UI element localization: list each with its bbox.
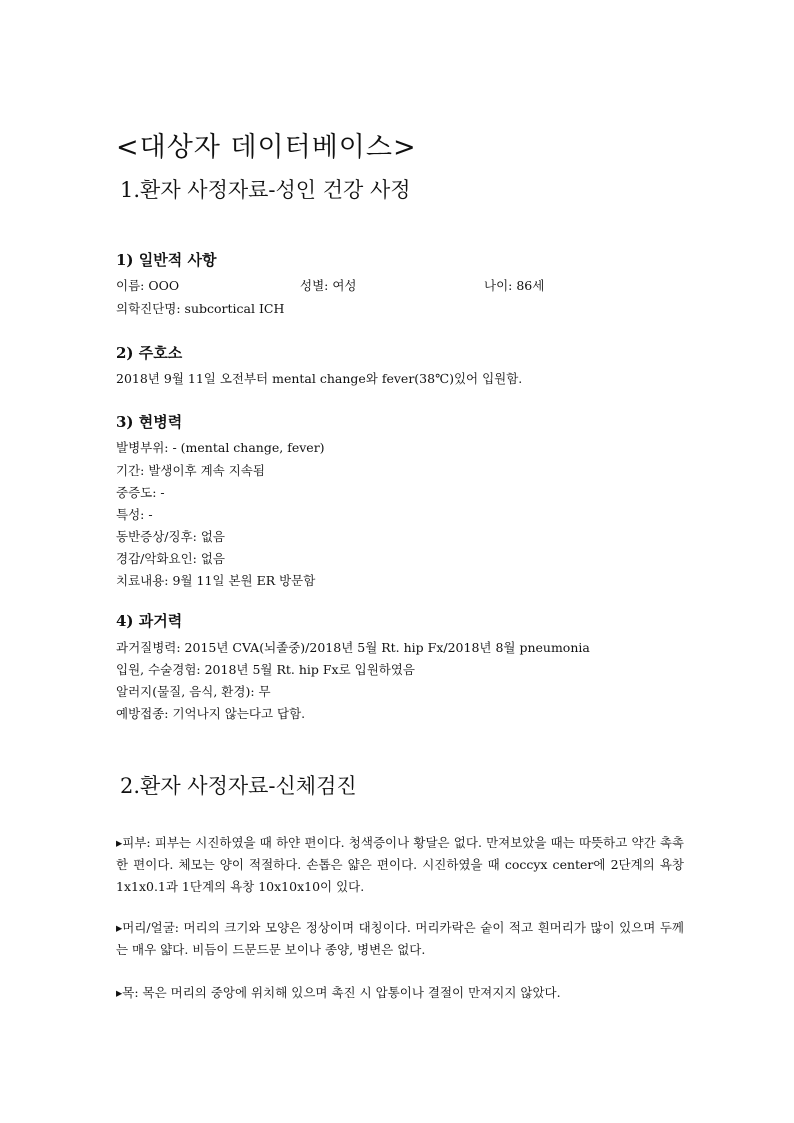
present-illness-line: 동반증상/징후: 없음 bbox=[116, 529, 225, 544]
section2-title: 2.환자 사정자료-신체검진 bbox=[120, 774, 357, 798]
past-history-line: 입원, 수술경험: 2018년 5월 Rt. hip Fx로 입원하였음 bbox=[116, 662, 415, 677]
chief-complaint-heading: 2) 주호소 bbox=[116, 344, 183, 362]
patient-name: 이름: OOO bbox=[116, 278, 180, 293]
present-illness-heading: 3) 현병력 bbox=[116, 413, 183, 431]
patient-sex: 성별: 여성 bbox=[300, 278, 357, 293]
patient-age: 나이: 86세 bbox=[484, 278, 545, 293]
general-heading: 1) 일반적 사항 bbox=[116, 251, 217, 269]
exam-head-face: ▸머리/얼굴: 머리의 크기와 모양은 정상이며 대칭이다. 머리카락은 숱이 적고 흰머리가 많이 있으며 두께는 매우 얇다. 비듬이 드문드문 보이나 종양, 병변은 없다. bbox=[116, 920, 684, 957]
exam-skin: ▸피부: 피부는 시진하였을 때 하얀 편이다. 청색증이나 황달은 없다. 만져보았을 때는 따뜻하고 약간 촉촉한 편이다. 체모는 양이 적절하다. 손톱은 얇은 편이다. 시진하였을 때 coccyx center에 2단계의 욕창 1x1x0.1과 1단계의 욕창 10x10x10이 있다. bbox=[116, 835, 684, 894]
present-illness-line: 특성: - bbox=[116, 507, 153, 522]
present-illness-line: 치료내용: 9월 11일 본원 ER 방문함 bbox=[116, 573, 316, 588]
present-illness-line: 경감/악화요인: 없음 bbox=[116, 551, 225, 566]
patient-diagnosis: 의학진단명: subcortical ICH bbox=[116, 301, 285, 316]
past-history-line: 과거질병력: 2015년 CVA(뇌졸중)/2018년 5월 Rt. hip Fx/2018년 8월 pneumonia bbox=[116, 640, 590, 655]
exam-neck: ▸목: 목은 머리의 중앙에 위치해 있으며 촉진 시 압통이나 결절이 만져지지 않았다. bbox=[116, 985, 561, 1000]
past-history-line: 예방접종: 기억나지 않는다고 답함. bbox=[116, 706, 306, 721]
present-illness-line: 발병부위: - (mental change, fever) bbox=[116, 440, 325, 455]
chief-complaint-text: 2018년 9월 11일 오전부터 mental change와 fever(38℃)있어 입원함. bbox=[116, 371, 523, 386]
page-title: <대상자 데이터베이스> bbox=[116, 132, 417, 163]
past-history-heading: 4) 과거력 bbox=[116, 612, 183, 630]
section1-title: 1.환자 사정자료-성인 건강 사정 bbox=[120, 178, 411, 202]
present-illness-line: 기간: 발생이후 계속 지속됨 bbox=[116, 463, 265, 478]
past-history-line: 알러지(물질, 음식, 환경): 무 bbox=[116, 684, 271, 699]
present-illness-line: 중증도: - bbox=[116, 485, 165, 500]
